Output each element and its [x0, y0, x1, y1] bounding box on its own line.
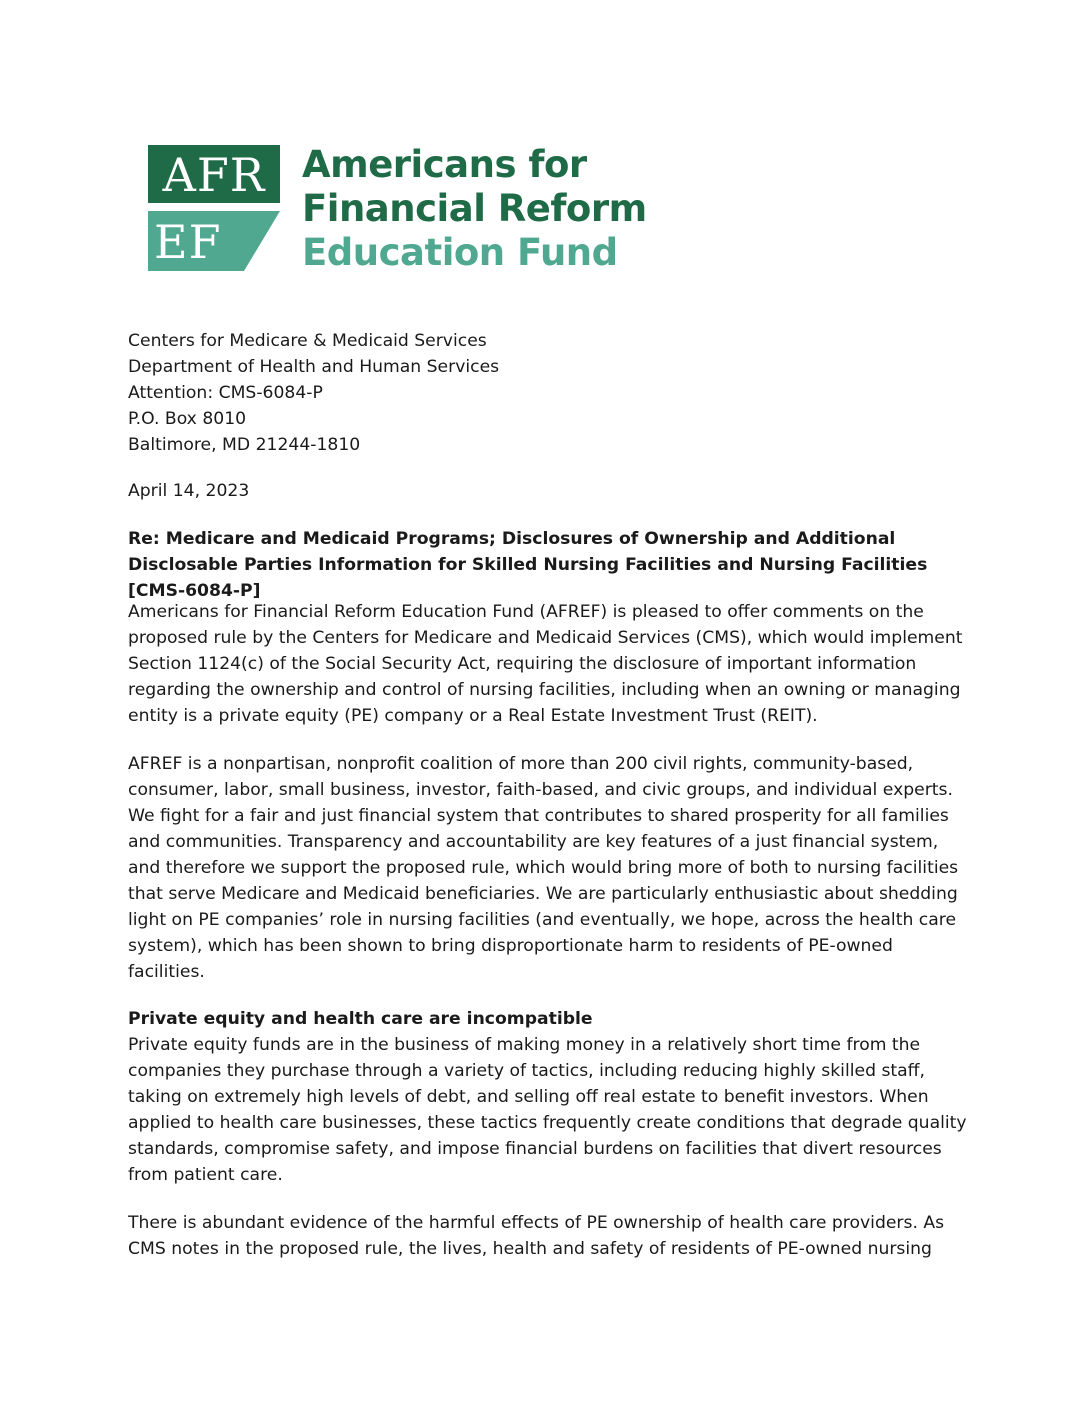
- address-line: Baltimore, MD 21244-1810: [128, 435, 361, 455]
- subject-line: Re: Medicare and Medicaid Programs; Disclosures of Ownership and Additional Disclosable Parties Information for Skilled Nursing Facilities and Nursing Facilities [CMS-6084-P]: [128, 529, 928, 601]
- section-paragraph: Private equity funds are in the business of making money in a relatively short time from the companies they purchase through a variety of tactics, including reducing highly skilled staff, taking on extremely high levels of debt, and selling off real estate to benefit investors. When applied to health care businesses, these tactics frequently create conditions that degrade quality standards, compromise safety, and impose financial burdens on facilities that divert resources from patient care.: [128, 1035, 967, 1185]
- address-line: Attention: CMS-6084-P: [128, 383, 323, 403]
- logo-wordmark: [302, 143, 647, 275]
- address-line: Department of Health and Human Services: [128, 357, 500, 377]
- logo-mark-bottom-text: EF: [154, 215, 222, 269]
- about-paragraph: AFREF is a nonpartisan, nonprofit coalition of more than 200 civil rights, community-based, consumer, labor, small business, investor, faith-based, and civic groups, and individual experts. We fight for a fair and just financial system that contributes to shared prosperity for all families and communities. Transparency and accountability are key features of a just financial system, and therefore we support the proposed rule, which would bring more of both to nursing facilities that serve Medicare and Medicaid beneficiaries. We are particularly enthusiastic about shedding light on PE companies’ role in nursing facilities (and eventually, we hope, across the health care system), which has been shown to bring disproportionate harm to residents of PE-owned facilities.: [128, 754, 959, 982]
- evidence-paragraph: There is abundant evidence of the harmful effects of PE ownership of health care providers. As CMS notes in the proposed rule, the lives, health and safety of residents of PE-owned nursing: [128, 1213, 945, 1259]
- letter-date: April 14, 2023: [128, 481, 250, 501]
- address-line: P.O. Box 8010: [128, 409, 247, 429]
- logo-line-3: Education Fund: [302, 231, 618, 274]
- logo-mark: [148, 145, 280, 271]
- recipient-address: [128, 328, 968, 458]
- section-heading: Private equity and health care are incompatible: [128, 1009, 593, 1029]
- intro-paragraph: Americans for Financial Reform Education Fund (AFREF) is pleased to offer comments on the proposed rule by the Centers for Medicare and Medicaid Services (CMS), which would implement Section 1124(c) of the Social Security Act, requiring the disclosure of important information regarding the ownership and control of nursing facilities, including when an owning or managing entity is a private equity (PE) company or a Real Estate Investment Trust (REIT).: [128, 602, 963, 726]
- logo-mark-bottom-block: [148, 211, 280, 271]
- logo-line-2: Financial Reform: [302, 187, 647, 230]
- logo-mark-top-text: AFR: [162, 148, 266, 202]
- logo-line-1: Americans for: [302, 143, 587, 186]
- address-line: Centers for Medicare & Medicaid Services: [128, 331, 487, 351]
- afref-logo: [148, 143, 668, 274]
